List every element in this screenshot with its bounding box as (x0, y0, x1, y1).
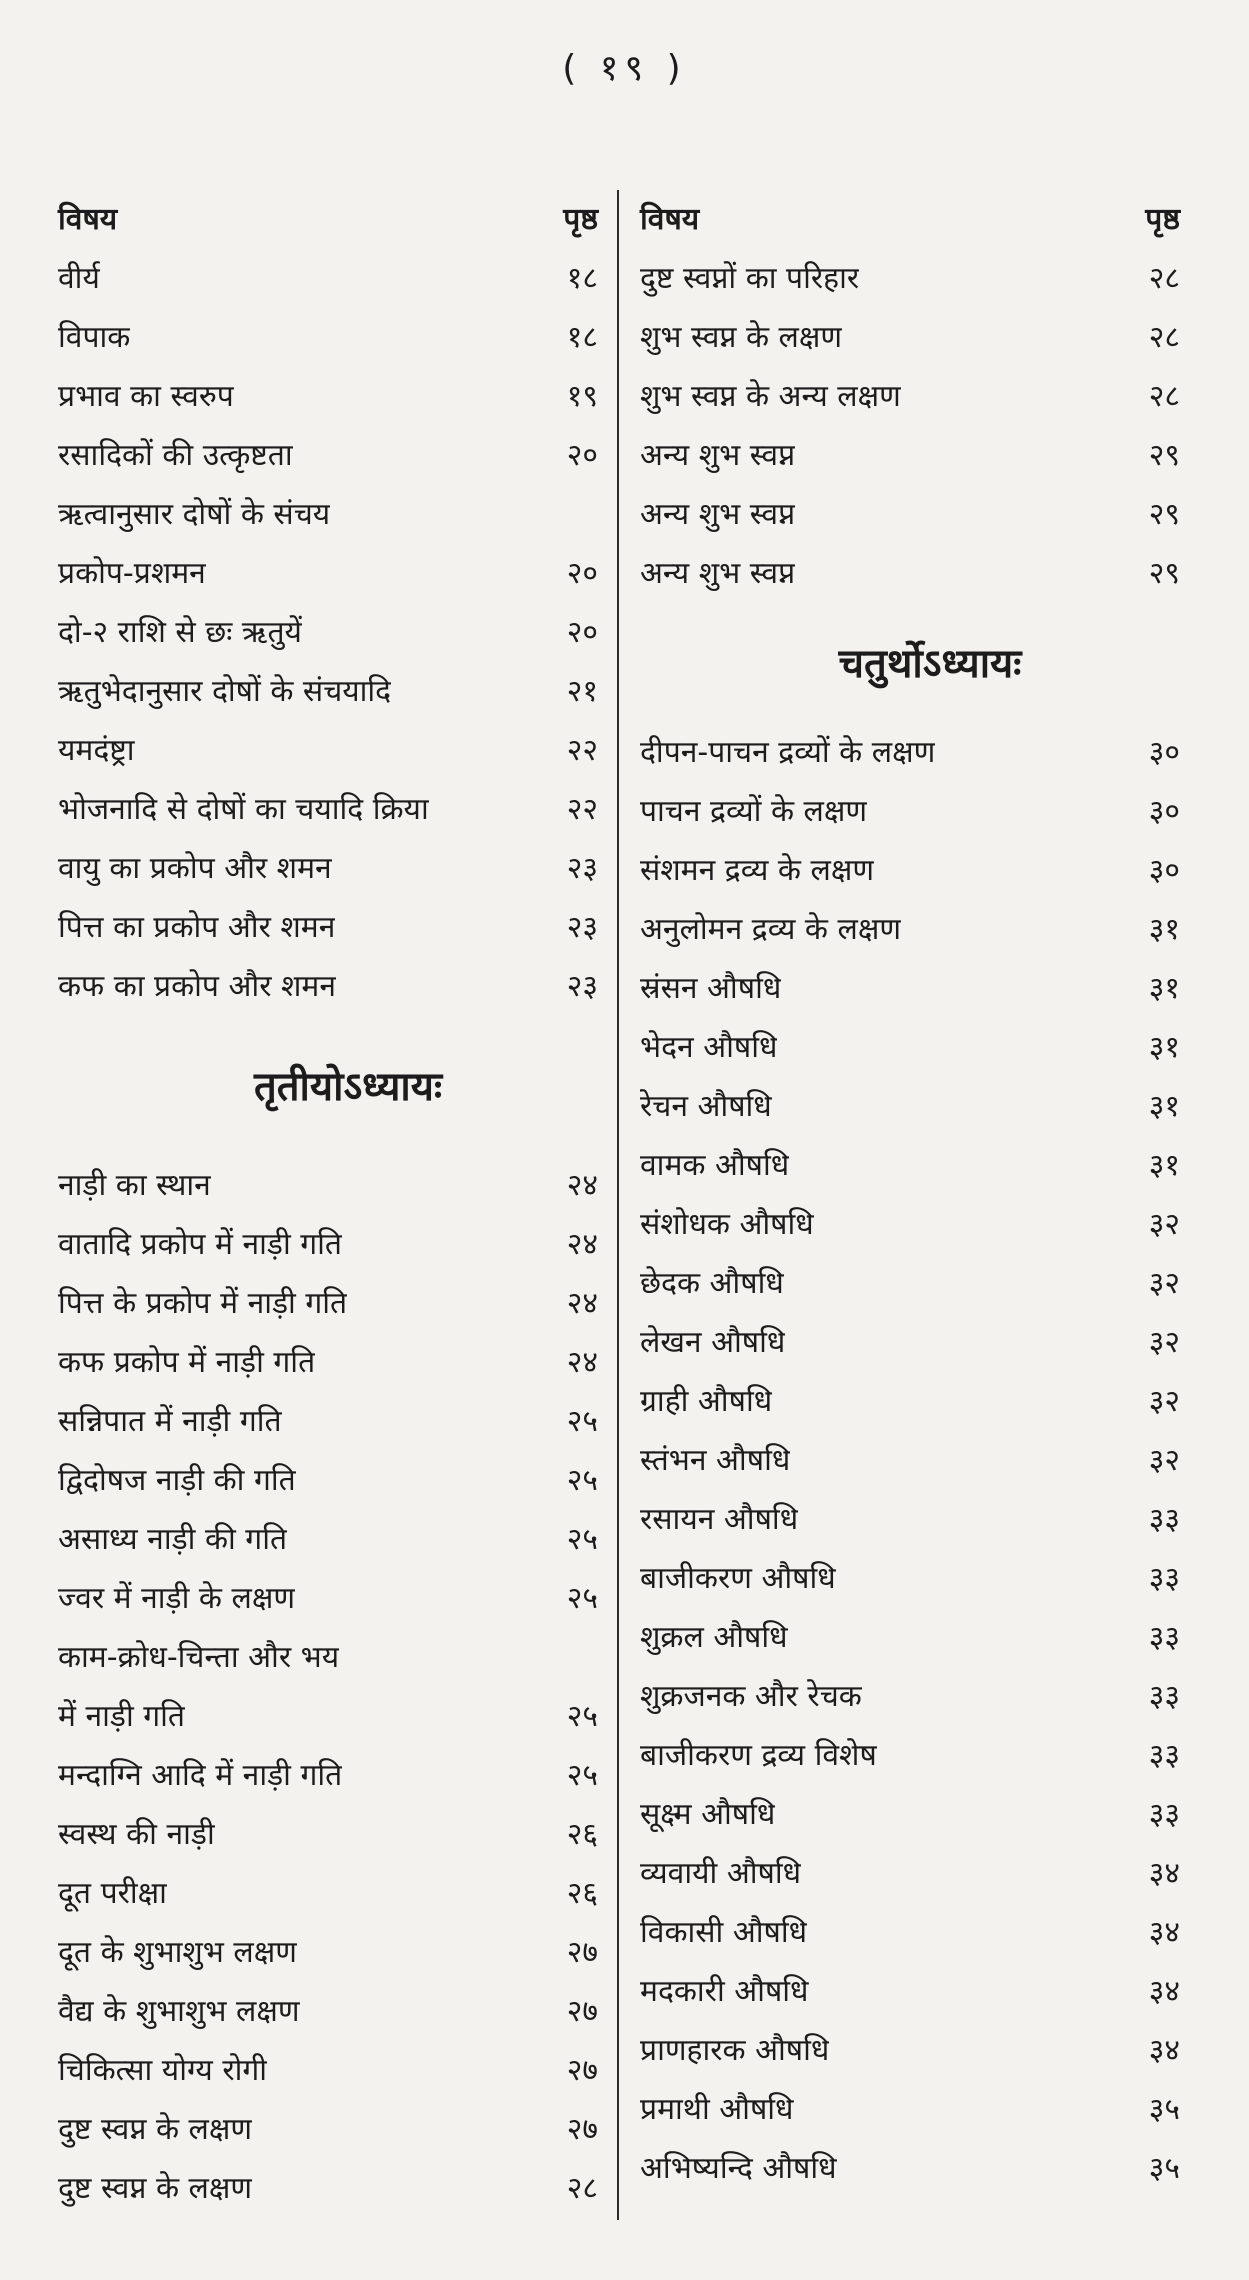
entry-page: २५ (566, 1758, 598, 1793)
toc-entry (58, 247, 598, 306)
entry-page: २६ (566, 1817, 598, 1852)
entry-page: २४ (566, 1227, 598, 1262)
entry-page: ३५ (1148, 2092, 1180, 2127)
entry-page: २७ (566, 2053, 598, 2088)
entry-page: ३४ (1148, 2033, 1180, 2068)
entry-title: बाजीकरण द्रव्य विशेष (640, 1738, 877, 1773)
left-column (58, 188, 598, 2216)
toc-entry (58, 601, 598, 660)
toc-entry (58, 1626, 598, 1685)
entry-title: सन्निपात में नाड़ी गति (58, 1404, 282, 1439)
toc-entry (640, 898, 1180, 957)
entry-page: ३२ (1148, 1384, 1180, 1419)
entry-page: ३३ (1148, 1502, 1180, 1537)
entry-title: रसायन औषधि (640, 1502, 799, 1537)
entry-page: ३३ (1148, 1620, 1180, 1655)
entry-title: दूत परीक्षा (58, 1876, 167, 1911)
toc-entry (58, 778, 598, 837)
toc-entry (58, 542, 598, 601)
entry-title: लेखन औषधि (640, 1325, 786, 1360)
entry-page: २९ (1148, 556, 1180, 591)
toc-entry (58, 424, 598, 483)
toc-entry (640, 2019, 1180, 2078)
toc-entry (58, 719, 598, 778)
entry-page: ३३ (1148, 1797, 1180, 1832)
entry-title: बाजीकरण औषधि (640, 1561, 836, 1596)
entry-page: २३ (566, 910, 598, 945)
toc-entry (640, 1075, 1180, 1134)
toc-entry (640, 1488, 1180, 1547)
entry-page: २३ (566, 969, 598, 1004)
toc-entry (58, 955, 598, 1014)
toc-entry (58, 2157, 598, 2216)
entry-title: व्यवायी औषधि (640, 1856, 802, 1891)
toc-entry (640, 1842, 1180, 1901)
entry-page: २४ (566, 1345, 598, 1380)
entry-title: पित्त के प्रकोप में नाड़ी गति (58, 1286, 348, 1321)
entry-page: १९ (566, 379, 598, 414)
entry-page: ३४ (1148, 1856, 1180, 1891)
entry-title: कफ प्रकोप में नाड़ी गति (58, 1345, 316, 1380)
entry-title: चिकित्सा योग्य रोगी (58, 2053, 268, 2088)
entry-title: कफ का प्रकोप और शमन (58, 969, 336, 1004)
entry-title: छेदक औषधि (640, 1266, 784, 1301)
entry-title: अभिष्यन्दि औषधि (640, 2151, 837, 2186)
entry-page: २४ (566, 1286, 598, 1321)
entry-page: २८ (1148, 261, 1180, 296)
entry-page: ३१ (1148, 1089, 1180, 1124)
entry-title: प्रकोप-प्रशमन (58, 556, 206, 591)
toc-entry (640, 1370, 1180, 1429)
toc-entry (640, 306, 1180, 365)
column-header (58, 188, 598, 247)
entry-title: अन्य शुभ स्वप्न (640, 556, 796, 591)
entry-page: २४ (566, 1168, 598, 1203)
toc-entry (640, 2078, 1180, 2137)
entry-page: ३३ (1148, 1679, 1180, 1714)
toc-entry (58, 1272, 598, 1331)
entry-page: ३२ (1148, 1443, 1180, 1478)
toc-entry (640, 839, 1180, 898)
entry-title: भेदन औषधि (640, 1030, 778, 1065)
toc-entry (640, 424, 1180, 483)
entry-page: २३ (566, 851, 598, 886)
entry-page: २१ (566, 674, 598, 709)
subject-header: विषय (640, 202, 700, 237)
entry-page: २७ (566, 1935, 598, 1970)
toc-entry (58, 1508, 598, 1567)
entry-page: ३५ (1148, 2151, 1180, 2186)
entry-page: ३१ (1148, 971, 1180, 1006)
entry-page: ३१ (1148, 1030, 1180, 1065)
toc-entry (58, 1567, 598, 1626)
toc-entry (640, 1134, 1180, 1193)
subject-header: विषय (58, 202, 118, 237)
entry-title: प्राणहारक औषधि (640, 2033, 830, 2068)
toc-entry (58, 1685, 598, 1744)
entry-title: काम-क्रोध-चिन्ता और भय (58, 1640, 340, 1675)
entry-title: अन्य शुभ स्वप्न (640, 497, 796, 532)
entry-page: २५ (566, 1404, 598, 1439)
toc-entry (640, 780, 1180, 839)
page-header: पृष्ठ (1145, 202, 1180, 237)
toc-entry (58, 1921, 598, 1980)
entry-title: अन्य शुभ स्वप्न (640, 438, 796, 473)
toc-entry (640, 365, 1180, 424)
toc-entry (58, 837, 598, 896)
entry-page: २७ (566, 2112, 598, 2147)
toc-entry (640, 721, 1180, 780)
entry-page: २२ (566, 792, 598, 827)
entry-title: वैद्य के शुभाशुभ लक्षण (58, 1994, 300, 2029)
entry-page: ३४ (1148, 1974, 1180, 2009)
toc-entry (640, 957, 1180, 1016)
toc-entry (640, 1665, 1180, 1724)
toc-entry (58, 1980, 598, 2039)
entry-page: २६ (566, 1876, 598, 1911)
entry-page: ३२ (1148, 1266, 1180, 1301)
entry-title: रेचन औषधि (640, 1089, 772, 1124)
entry-title: दुष्ट स्वप्न के लक्षण (58, 2112, 253, 2147)
entry-title: संशमन द्रव्य के लक्षण (640, 853, 875, 888)
entry-title: दीपन-पाचन द्रव्यों के लक्षण (640, 735, 936, 770)
entry-list (640, 721, 1180, 2196)
entry-title: वामक औषधि (640, 1148, 790, 1183)
toc-entry (58, 2039, 598, 2098)
entry-title: दो-२ राशि से छः ऋतुयें (58, 615, 302, 650)
entry-title: विकासी औषधि (640, 1915, 808, 1950)
toc-entry (640, 483, 1180, 542)
entry-title: यमदंष्ट्रा (58, 733, 135, 768)
entry-title: पाचन द्रव्यों के लक्षण (640, 794, 868, 829)
entry-title: मन्दाग्नि आदि में नाड़ी गति (58, 1758, 343, 1793)
entry-title: भोजनादि से दोषों का चयादि क्रिया (58, 792, 429, 827)
entry-page: ३३ (1148, 1561, 1180, 1596)
entry-page: ३१ (1148, 1148, 1180, 1183)
entry-page: २० (566, 615, 598, 650)
page-header: पृष्ठ (563, 202, 598, 237)
toc-entry (640, 1311, 1180, 1370)
chapter-heading: तृतीयोऽध्यायः (253, 1063, 443, 1110)
toc-entry (58, 365, 598, 424)
toc-entry (640, 1252, 1180, 1311)
entry-title: द्विदोषज नाड़ी की गति (58, 1463, 296, 1498)
entry-title: रसादिकों की उत्कृष्टता (58, 438, 293, 473)
toc-entry (58, 1744, 598, 1803)
toc-entry (58, 1862, 598, 1921)
entry-page: २७ (566, 1994, 598, 2029)
entry-title: वायु का प्रकोप और शमन (58, 851, 332, 886)
entry-page: १८ (566, 320, 598, 355)
page-number: ( १९ ) (562, 48, 687, 89)
column-header (640, 188, 1180, 247)
toc-entry (640, 247, 1180, 306)
toc-entry (58, 483, 598, 542)
chapter-heading: चतुर्थोऽध्यायः (838, 640, 1022, 687)
toc-entry (58, 896, 598, 955)
entry-page: २० (566, 556, 598, 591)
entry-page: २९ (1148, 438, 1180, 473)
entry-title: ज्वर में नाड़ी के लक्षण (58, 1581, 296, 1616)
toc-entry (640, 1606, 1180, 1665)
entry-title: शुभ स्वप्न के लक्षण (640, 320, 843, 355)
toc-entry (58, 2098, 598, 2157)
entry-title: संशोधक औषधि (640, 1207, 814, 1242)
toc-entry (640, 1783, 1180, 1842)
entry-page: २५ (566, 1463, 598, 1498)
entry-title: दूत के शुभाशुभ लक्षण (58, 1935, 297, 1970)
right-column (640, 188, 1180, 2196)
entry-title: पित्त का प्रकोप और शमन (58, 910, 336, 945)
entry-page: ३० (1148, 853, 1180, 888)
entry-page: २८ (1148, 320, 1180, 355)
entry-title: शुक्रजनक और रेचक (640, 1679, 862, 1714)
entry-title: वीर्य (58, 261, 100, 296)
toc-entry (640, 1901, 1180, 1960)
entry-page: २५ (566, 1522, 598, 1557)
entry-title: असाध्य नाड़ी की गति (58, 1522, 288, 1557)
entry-title: में नाड़ी गति (58, 1699, 186, 1734)
toc-entry (640, 1193, 1180, 1252)
toc-entry (58, 660, 598, 719)
entry-page: २० (566, 438, 598, 473)
entry-title: सूक्ष्म औषधि (640, 1797, 776, 1832)
entry-title: स्वस्थ की नाड़ी (58, 1817, 215, 1852)
toc-entry (58, 1213, 598, 1272)
entry-page: २२ (566, 733, 598, 768)
entry-page: ३० (1148, 794, 1180, 829)
entry-title: ग्राही औषधि (640, 1384, 773, 1419)
entry-title: शुक्रल औषधि (640, 1620, 788, 1655)
entry-list (58, 1154, 598, 2216)
entry-title: विपाक (58, 320, 131, 355)
entry-page: ३४ (1148, 1915, 1180, 1950)
entry-title: प्रमाथी औषधि (640, 2092, 794, 2127)
toc-entry (58, 1390, 598, 1449)
toc-entry (640, 1016, 1180, 1075)
toc-entry (640, 1960, 1180, 2019)
toc-entry (640, 1429, 1180, 1488)
entry-page: २५ (566, 1699, 598, 1734)
entry-title: ऋतुभेदानुसार दोषों के संचयादि (58, 674, 392, 709)
entry-title: नाड़ी का स्थान (58, 1168, 211, 1203)
toc-entry (640, 542, 1180, 601)
entry-list (58, 247, 598, 1014)
toc-entry (640, 1724, 1180, 1783)
entry-title: स्तंभन औषधि (640, 1443, 791, 1478)
toc-entry (58, 1331, 598, 1390)
entry-title: वातादि प्रकोप में नाड़ी गति (58, 1227, 343, 1262)
entry-page: २५ (566, 1581, 598, 1616)
toc-entry (640, 2137, 1180, 2196)
toc-entry (58, 1449, 598, 1508)
toc-entry (58, 1803, 598, 1862)
entry-title: अनुलोमन द्रव्य के लक्षण (640, 912, 902, 947)
toc-entry (58, 306, 598, 365)
entry-page: २९ (1148, 497, 1180, 532)
entry-title: प्रभाव का स्वरुप (58, 379, 234, 414)
entry-page: २८ (566, 2171, 598, 2206)
entry-list (640, 247, 1180, 601)
entry-title: दुष्ट स्वप्न के लक्षण (58, 2171, 253, 2206)
entry-title: मदकारी औषधि (640, 1974, 809, 2009)
entry-title: शुभ स्वप्न के अन्य लक्षण (640, 379, 901, 414)
entry-title: ऋत्वानुसार दोषों के संचय (58, 497, 331, 532)
entry-page: ३१ (1148, 912, 1180, 947)
toc-entry (58, 1154, 598, 1213)
entry-page: ३३ (1148, 1738, 1180, 1773)
column-divider (617, 190, 619, 2220)
toc-entry (640, 1547, 1180, 1606)
entry-title: दुष्ट स्वप्नों का परिहार (640, 261, 860, 296)
entry-page: ३२ (1148, 1207, 1180, 1242)
entry-title: स्रंसन औषधि (640, 971, 782, 1006)
entry-page: १८ (566, 261, 598, 296)
entry-page: ३२ (1148, 1325, 1180, 1360)
entry-page: ३० (1148, 735, 1180, 770)
entry-page: २८ (1148, 379, 1180, 414)
